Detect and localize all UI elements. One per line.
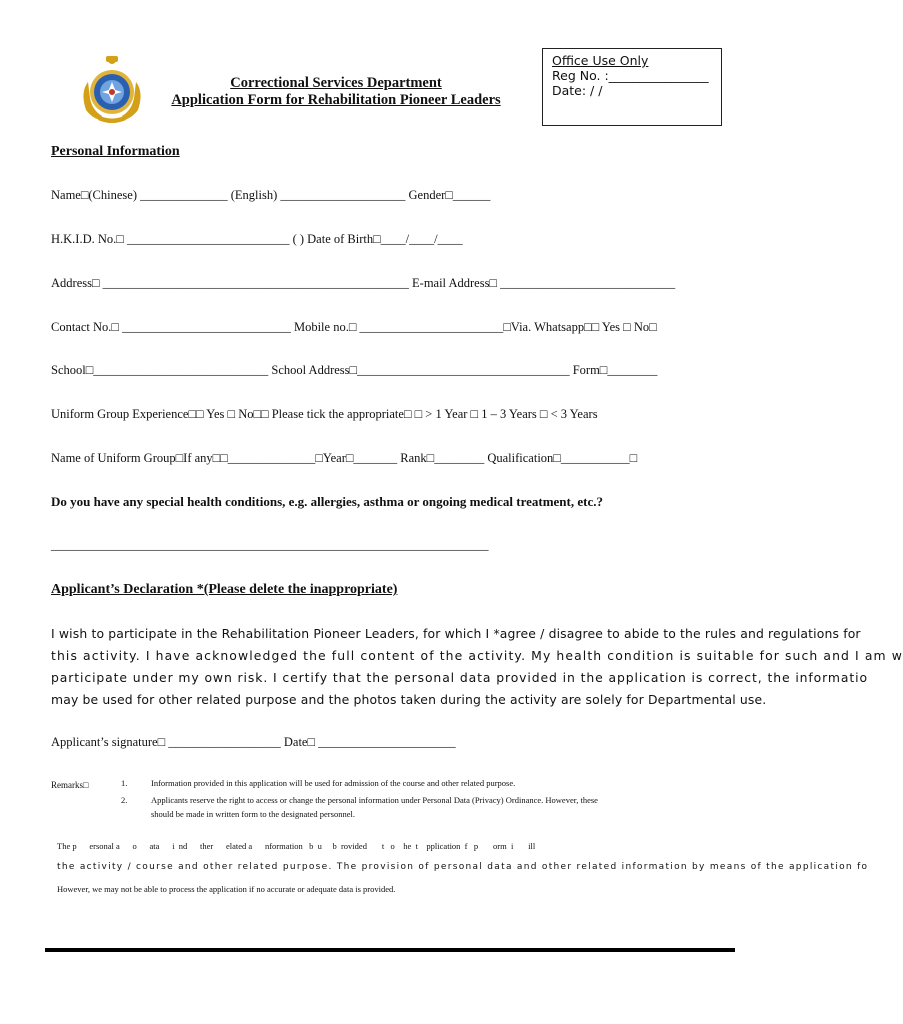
remarks-label: Remarks□ <box>51 780 89 790</box>
name-gender-row[interactable]: Name□(Chinese) ______________ (English) ____________________ Gender□______ <box>51 188 491 202</box>
bottom-divider <box>45 948 735 952</box>
declaration-line-4: may be used for other related purpose and the photos taken during the activity are solely for Departmental use. <box>51 692 767 707</box>
school-row[interactable]: School□____________________________ School Address□__________________________________ Form□________ <box>51 363 658 377</box>
declaration-line-1: I wish to participate in the Rehabilitation Pioneer Leaders, for which I *agree / disagree to abide to the rules and regulations for <box>51 626 861 641</box>
declaration-heading: Applicant’s Declaration *(Please delete the inappropriate) <box>51 582 398 597</box>
signature-date-row[interactable]: Applicant’s signature□ __________________ Date□ ______________________ <box>51 735 456 749</box>
office-use-box <box>542 48 722 126</box>
remark-1-num: 1. <box>121 778 128 788</box>
remark-1-text: Information provided in this application will be used for admission of the course and other related purpose. <box>151 778 516 788</box>
form-title: Application Form for Rehabilitation Pioneer Leaders <box>171 92 501 108</box>
health-question: Do you have any special health conditions, e.g. allergies, asthma or ongoing medical treatment, etc.? <box>51 494 603 509</box>
privacy-para-line-2: the activity / course and other related purpose. The provision of personal data and other related information by means of the application fo <box>57 862 869 872</box>
health-answer-line[interactable]: ______________________________________________________________________ <box>51 538 489 552</box>
contact-mobile-row[interactable]: Contact No.□ ___________________________ Mobile no.□ _______________________□Via. Whatsapp□□ Yes □ No□ <box>51 320 657 334</box>
remark-2-continued: should be made in written form to the designated personnel. <box>151 809 355 819</box>
hkid-dob-row[interactable]: H.K.I.D. No.□ __________________________ ( ) Date of Birth□____/____/____ <box>51 232 463 246</box>
reg-no-field[interactable]: Reg No. :________________ <box>552 68 709 83</box>
office-use-title: Office Use Only <box>552 53 649 68</box>
declaration-line-3: participate under my own risk. I certify that the personal data provided in the application is correct, the informatio <box>51 670 868 685</box>
remark-2-num: 2. <box>121 795 128 805</box>
declaration-line-2: this activity. I have acknowledged the full content of the activity. My health condition is suitable for such and I am w <box>51 648 903 663</box>
privacy-para-line-1: The p ersonal a o ata i nd ther elated a nformation b u b rovided t o he t pplication f p orm i ill <box>57 841 536 851</box>
uniform-experience-row[interactable]: Uniform Group Experience□□ Yes □ No□□ Please tick the appropriate□ □ > 1 Year □ 1 – 3 Years □ < 3 Years <box>51 407 598 421</box>
remark-2-text: Applicants reserve the right to access or change the personal information under Personal Data (Privacy) Ordinance. However, these <box>151 795 598 805</box>
office-date-field[interactable]: Date: / / <box>552 83 603 98</box>
department-title: Correctional Services Department <box>230 75 442 91</box>
personal-info-heading: Personal Information <box>51 144 180 159</box>
address-email-row[interactable]: Address□ _________________________________________________ E-mail Address□ ____________________________ <box>51 276 676 290</box>
privacy-para-line-3: However, we may not be able to process the application if no accurate or adequate data is provided. <box>57 884 396 894</box>
uniform-group-row[interactable]: Name of Uniform Group□If any□□______________□Year□_______ Rank□________ Qualification□___________□ <box>51 451 638 465</box>
